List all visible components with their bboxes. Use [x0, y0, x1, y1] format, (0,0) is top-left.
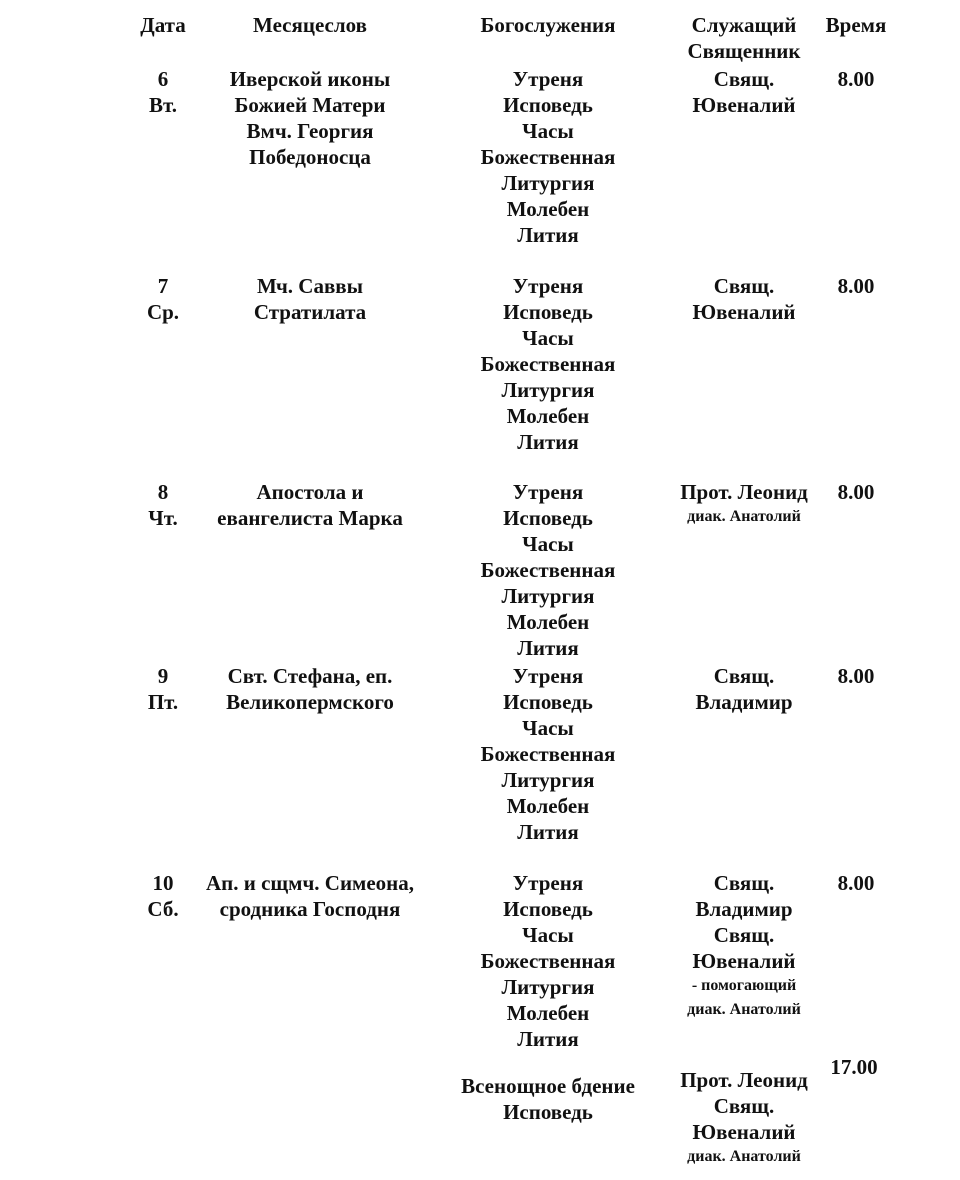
header-time: Время [825, 13, 887, 37]
row-time [820, 663, 892, 689]
row-time [820, 479, 892, 505]
deacon-line: диак. Анатолий [687, 1001, 801, 1018]
priest-line: Свящ. [713, 923, 775, 947]
priest-line: Ювеналий [692, 1120, 796, 1144]
service-line: Часы [522, 326, 574, 350]
weekday: Сб. [147, 897, 179, 921]
service-line: Божественная [480, 949, 616, 973]
weekday: Пт. [147, 690, 179, 714]
service-line: Часы [522, 119, 574, 143]
service-line: Утреня [512, 480, 584, 504]
saint-line: евангелиста Марка [217, 506, 403, 530]
saint-line: Иверской иконы [229, 67, 391, 91]
row-services [438, 663, 658, 845]
service-line: Божественная [480, 558, 616, 582]
service-time: 17.00 [830, 1055, 878, 1079]
service-line: Всенощное бдение [461, 1074, 635, 1098]
service-line: Молебен [506, 794, 590, 818]
saint-line: Вмч. Георгия [246, 119, 374, 143]
priest-line: Свящ. [713, 274, 775, 298]
weekday: Ср. [146, 300, 180, 324]
service-line: Исповедь [503, 300, 593, 324]
priest-line: Свящ. [713, 1094, 775, 1118]
service-line: Часы [522, 923, 574, 947]
service-line: Литургия [501, 975, 595, 999]
priest-line: Свящ. [713, 664, 775, 688]
priest-line: Ювеналий [692, 949, 796, 973]
service-line: Исповедь [503, 897, 593, 921]
service-line: Утреня [512, 664, 584, 688]
row-saints [190, 66, 430, 170]
row-time [820, 273, 892, 299]
saint-line: Ап. и сщмч. Симеона, [205, 871, 415, 895]
header-services: Богослужения [480, 13, 616, 37]
saint-line: Свт. Стефана, еп. [227, 664, 393, 688]
deacon-line: диак. Анатолий [687, 1148, 801, 1165]
weekday: Чт. [148, 506, 178, 530]
saint-line: Мч. Саввы [256, 274, 364, 298]
row-services [438, 273, 658, 455]
evening-services [438, 1073, 658, 1125]
priest-line: Владимир [695, 690, 793, 714]
service-line: Литургия [501, 171, 595, 195]
service-line: Литургия [501, 768, 595, 792]
header-priest-line2: Священник [687, 39, 801, 63]
day-number: 8 [157, 480, 169, 504]
service-line: Молебен [506, 610, 590, 634]
day-number: 7 [157, 274, 169, 298]
service-line: Литургия [501, 584, 595, 608]
priest-line: Прот. Леонид [680, 1068, 808, 1092]
service-line: Лития [517, 1027, 579, 1051]
service-time: 8.00 [837, 664, 875, 688]
service-line: Часы [522, 716, 574, 740]
service-line: Лития [517, 636, 579, 660]
service-line: Божественная [480, 742, 616, 766]
row-priest [660, 870, 828, 1022]
service-line: Молебен [506, 197, 590, 221]
evening-time [818, 1054, 890, 1080]
service-line: Литургия [501, 378, 595, 402]
row-saints [190, 273, 430, 325]
service-line: Утреня [512, 871, 584, 895]
service-line: Молебен [506, 404, 590, 428]
assistant-line: - помогающий [691, 977, 797, 994]
service-line: Утреня [512, 67, 584, 91]
priest-line: Владимир [695, 897, 793, 921]
service-line: Утреня [512, 274, 584, 298]
service-line: Исповедь [503, 690, 593, 714]
evening-priest [660, 1067, 828, 1169]
row-priest [660, 273, 828, 325]
service-line: Исповедь [503, 506, 593, 530]
service-line: Исповедь [503, 1100, 593, 1124]
priest-line: Прот. Леонид [680, 480, 808, 504]
header-priest-line1: Служащий [691, 13, 797, 37]
service-line: Часы [522, 532, 574, 556]
weekday: Вт. [149, 93, 177, 117]
service-time: 8.00 [837, 480, 875, 504]
row-services [438, 870, 658, 1052]
service-time: 8.00 [837, 871, 875, 895]
row-priest [660, 66, 828, 118]
service-line: Исповедь [503, 93, 593, 117]
saint-line: Победоносца [249, 145, 371, 169]
priest-line: Ювеналий [692, 300, 796, 324]
header-saints: Месяцеслов [253, 13, 367, 37]
priest-line: Свящ. [713, 871, 775, 895]
saint-line: Стратилата [253, 300, 367, 324]
service-time: 8.00 [837, 274, 875, 298]
service-line: Лития [517, 820, 579, 844]
header-priest [660, 12, 828, 64]
service-line: Молебен [506, 1001, 590, 1025]
saint-line: Великопермского [226, 690, 394, 714]
day-number: 6 [157, 67, 169, 91]
row-services [438, 479, 658, 661]
deacon-line: диак. Анатолий [687, 508, 801, 525]
row-services [438, 66, 658, 248]
priest-line: Ювеналий [692, 93, 796, 117]
row-priest [660, 663, 828, 715]
service-time: 8.00 [837, 67, 875, 91]
service-line: Лития [517, 223, 579, 247]
day-number: 9 [157, 664, 169, 688]
service-line: Божественная [480, 352, 616, 376]
saint-line: сродника Господня [219, 897, 401, 921]
day-number: 10 [152, 871, 174, 895]
header-date: Дата [140, 13, 186, 37]
row-saints [190, 479, 430, 531]
priest-line: Свящ. [713, 67, 775, 91]
row-saints [190, 870, 430, 922]
row-time [820, 870, 892, 896]
saint-line: Апостола и [256, 480, 364, 504]
row-saints [190, 663, 430, 715]
row-time [820, 66, 892, 92]
service-line: Божественная [480, 145, 616, 169]
service-line: Лития [517, 430, 579, 454]
saint-line: Божией Матери [234, 93, 386, 117]
row-priest [660, 479, 828, 529]
